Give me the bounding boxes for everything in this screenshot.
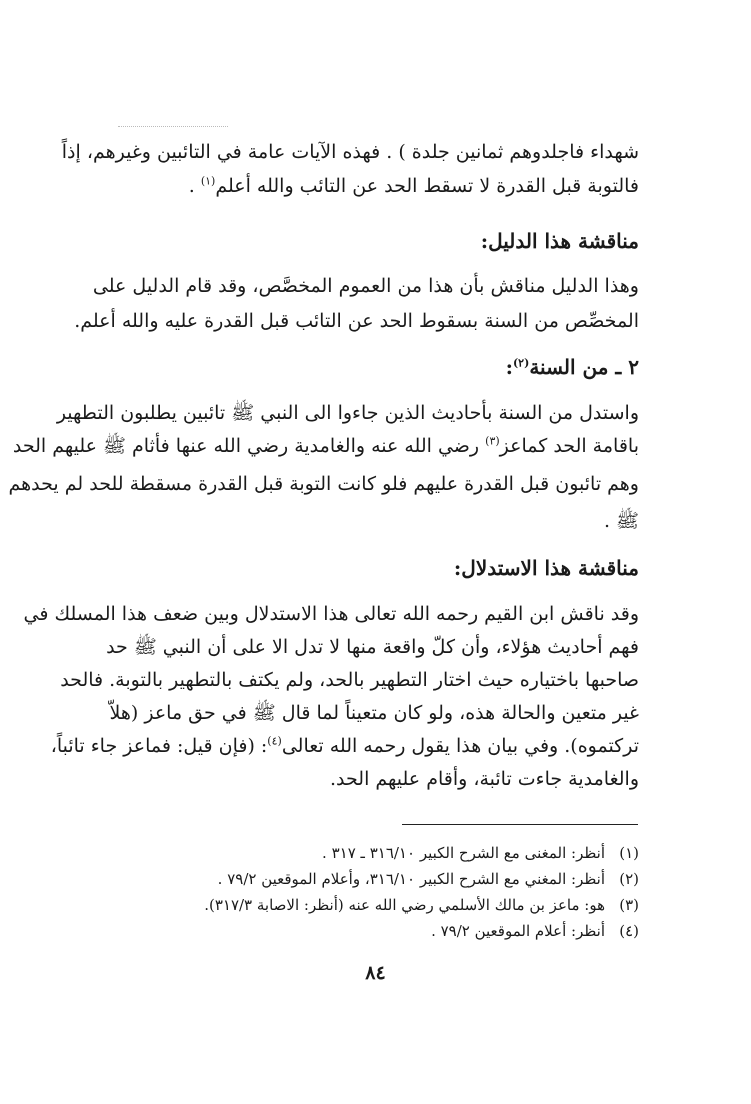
- paragraph1-line2-end: .: [188, 175, 201, 197]
- paragraph4-line1: وقد ناقش ابن القيم رحمه الله تعالى هذا الاستدلال وبين ضعف هذا المسلك في: [23, 603, 639, 625]
- paragraph4-line4: غير متعين والحالة هذه، ولو كان متعيناً لما قال ﷺ في حق ماعز (هلاّ: [109, 702, 639, 724]
- paragraph4-line5: [50, 731, 639, 761]
- footnote-2-number: (٢): [619, 870, 639, 888]
- footnote-4-text: أنظر: أعلام الموقعين ٧٩/٢ .: [431, 922, 605, 940]
- footnote-1: [322, 842, 639, 864]
- paragraph4-line3: صاحبها باختياره حيث اختار التطهير بالحد، ولم يكتف بالتطهير بالتوبة. فالحد: [60, 669, 639, 691]
- margin-mark: [720, 788, 734, 810]
- page-number: ٨٤: [365, 962, 386, 984]
- paragraph4-line5-end: : (فإن قيل: فماعز جاء تائباً،: [50, 735, 268, 757]
- heading-dalil-discussion: مناقشة هذا الدليل:: [480, 229, 639, 253]
- paragraph1-line2: [112, 171, 639, 201]
- paragraph1-line2-text: فالتوبة قبل القدرة لا تسقط الحد عن التائب والله أعلم: [215, 175, 639, 197]
- footnote-2: [218, 868, 639, 890]
- footnote-ref-4: (٤): [267, 734, 282, 748]
- heading-istidlal-discussion: مناقشة هذا الاستدلال:: [453, 556, 639, 580]
- paragraph4-line5-text: تركتموه). وفي بيان هذا يقول رحمه الله تعالى: [281, 735, 639, 757]
- footnote-1-text: أنظر: المغنى مع الشرح الكبير ٣١٦/١٠ ـ ٣١٧ .: [322, 844, 605, 862]
- paragraph2-line1: وهذا الدليل مناقش بأن هذا من العموم المخصَّص، وقد قام الدليل على: [92, 275, 639, 297]
- footnote-ref-3: (٣): [485, 434, 500, 448]
- footnote-separator: [402, 824, 638, 825]
- heading-sunnah-colon: :: [505, 355, 513, 379]
- paragraph3-line2-end: رضي الله عنه والغامدية رضي الله عنها فأثام ﷺ عليهم الحد: [12, 435, 486, 457]
- paragraph4-line2: فهم أحاديث هؤلاء، وأن كلّ واقعة منها لا تدل الا على أن النبي ﷺ حد: [106, 636, 639, 658]
- footnote-3-number: (٣): [619, 896, 639, 914]
- heading-sunnah: [506, 352, 639, 382]
- heading-sunnah-text: ٢ ـ من السنة: [529, 355, 639, 379]
- footnote-3-text: هو: ماعز بن مالك الأسلمي رضي الله عنه (أنظر: الاصابة ٣١٧/٣).: [204, 896, 605, 914]
- paragraph3-line3: وهم تائبون قبل القدرة عليهم فلو كانت التوبة قبل القدرة مسقطة للحد لم يحدهم: [8, 473, 639, 495]
- paragraph4-line6: والغامدية جاءت تائبة، وأقام عليهم الحد.: [330, 768, 639, 790]
- footnote-4: [431, 920, 639, 942]
- paragraph1-line1: شهداء فاجلدوهم ثمانين جلدة ) . فهذه الآيات عامة في التائبين وغيرهم، إذاً: [61, 141, 639, 163]
- footnote-4-number: (٤): [619, 922, 639, 940]
- paragraph3-line2-text: باقامة الحد كماعز: [499, 435, 639, 457]
- footnote-ref-2: (٢): [512, 356, 530, 370]
- paragraph3-line2: [12, 431, 639, 461]
- footnote-ref-1: (١): [200, 174, 216, 188]
- footnote-1-number: (١): [619, 844, 639, 862]
- paragraph3-line1: واستدل من السنة بأحاديث الذين جاءوا الى النبي ﷺ تائبين يطلبون التطهير: [56, 402, 639, 424]
- paragraph2-line2: المخصِّص من السنة بسقوط الحد عن التائب قبل القدرة عليه والله أعلم.: [74, 310, 639, 332]
- paragraph3-line4: ﷺ .: [603, 510, 639, 532]
- scan-artifact: [118, 126, 228, 127]
- footnote-2-text: أنظر: المغني مع الشرح الكبير ٣١٦/١٠، وأعلام الموقعين ٧٩/٢ .: [217, 870, 605, 888]
- footnote-3: [204, 894, 639, 916]
